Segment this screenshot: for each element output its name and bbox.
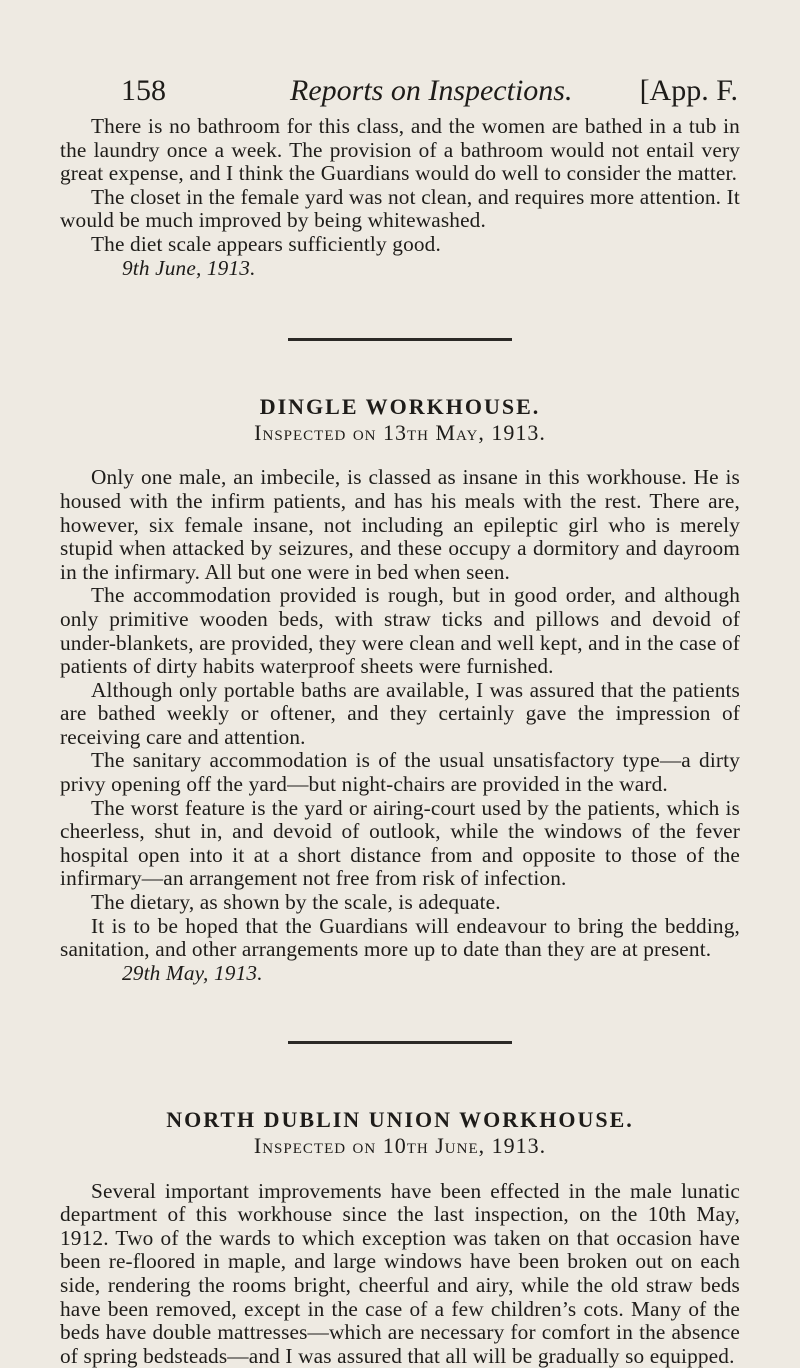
running-header — [0, 74, 800, 114]
paragraph: Only one male, an imbecile, is classed as insane in this workhouse. He is housed with the infirm patients, and has his meals with the rest. There are, however, six female insane, not including an epileptic girl who is merely stupid when attacked by seizures, and these occupy a dormitory and dayroom in the infirmary. All but one were in bed when seen. — [60, 465, 740, 584]
section-divider — [288, 1041, 512, 1044]
paragraph: The accommodation provided is rough, but in good order, and although only primitive wooden beds, with straw ticks and pillows and devoid of under-blankets, are provided, they were clean and well kept, and in the case of patients of dirty habits waterproof sheets were furnished. — [60, 583, 740, 679]
paragraph: The dietary, as shown by the scale, is adequate. — [91, 890, 501, 915]
page-number: 158 — [121, 74, 166, 107]
paragraph: It is to be hoped that the Guardians will endeavour to bring the bedding, sanitation, and other arrangements more up to date than they are at present. — [60, 913, 740, 962]
report-date: 29th May, 1913. — [122, 960, 263, 985]
section-subtitle-dingle: Inspected on 13th May, 1913. — [254, 419, 546, 445]
paragraph: The worst feature is the yard or airing-court used by the patients, which is cheerless, shut in, and devoid of outlook, while the windows of the fever hospital open into it at a short distance from and opposite to those of the infirmary—an arrangement not free from risk of infection. — [60, 795, 740, 891]
section-divider — [288, 338, 512, 341]
paragraph: There is no bathroom for this class, and the women are bathed in a tub in the laundry once a week. The provision of a bathroom would not entail very great expense, and I think the Guardians would do well to consider the matter. — [60, 114, 740, 186]
paragraph: The closet in the female yard was not clean, and requires more attention. It would be much improved by being whitewashed. — [60, 184, 740, 233]
paragraph: The diet scale appears sufficiently good. — [91, 231, 441, 256]
section-subtitle-north-dublin: Inspected on 10th June, 1913. — [253, 1133, 547, 1158]
report-date: 9th June, 1913. — [122, 255, 256, 280]
appendix-label: [App. F. — [639, 74, 738, 107]
paragraph: The sanitary accommodation is of the usual unsatisfactory type—a dirty privy opening off the yard—but night-chairs are provided in the ward. — [60, 748, 740, 797]
paragraph: Several important improvements have been effected in the male lunatic department of this workhouse since the last inspection, on the 10th May, 1912. Two of the wards to which exception was taken on that occasion have been re-floored in maple, and large windows have been broken out on each side, rendering the rooms bright, cheerful and airy, while the old straw beds have been removed, except in the case of a few children’s cots. Many of the beds have double mattresses—which are necessary for comfort in the absence of spring bedsteads—and I was assured that all will be gradually so equipped. — [60, 1178, 740, 1368]
running-title: Reports on Inspections. — [290, 74, 573, 107]
paragraph: Although only portable baths are available, I was assured that the patients are bathed weekly or oftener, and they certainly gave the impression of receiving care and attention. — [60, 677, 740, 749]
section-title-north-dublin: NORTH DUBLIN UNION WORKHOUSE. — [166, 1107, 634, 1133]
page-body — [60, 115, 740, 1368]
section-title-dingle: DINGLE WORKHOUSE. — [259, 394, 541, 420]
